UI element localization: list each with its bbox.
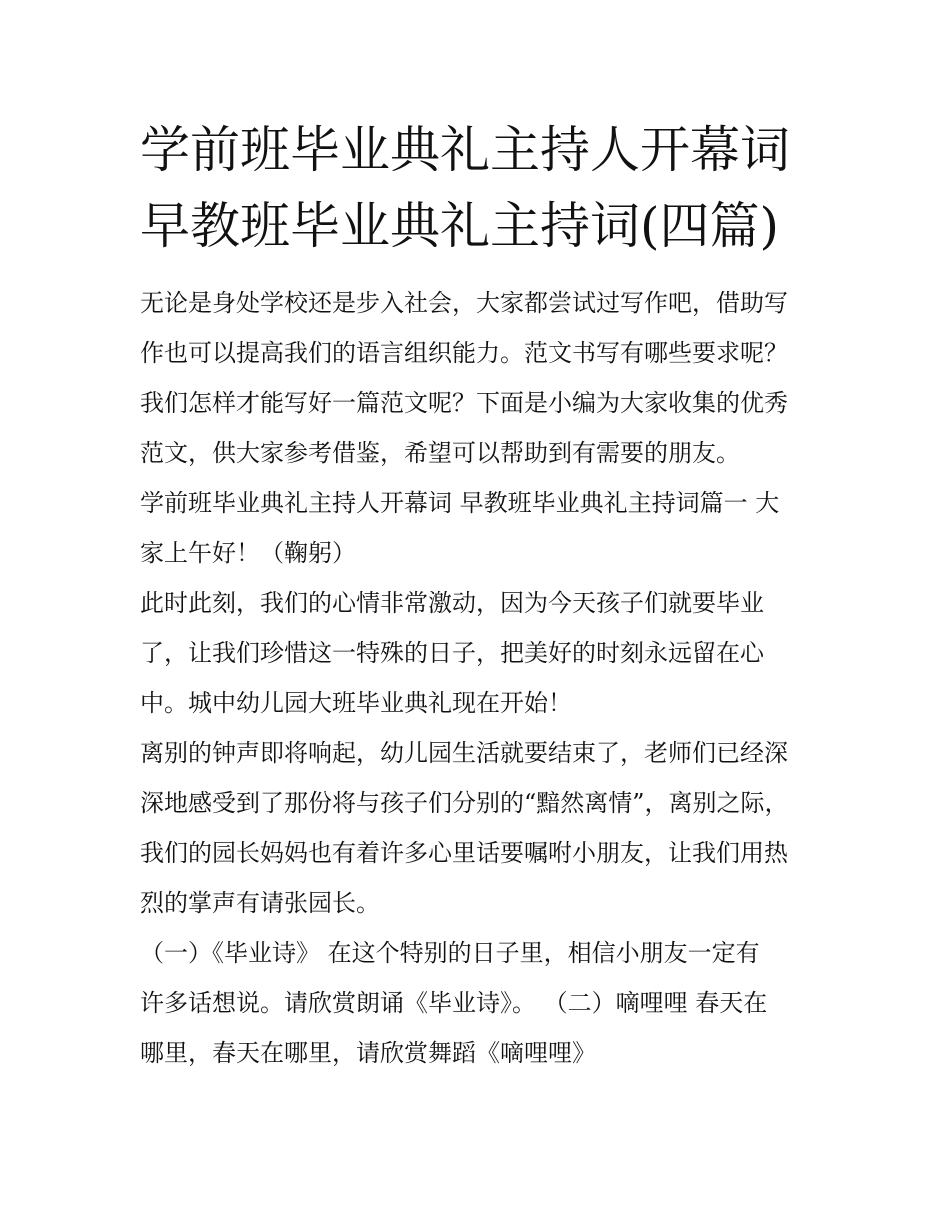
body-line: 作也可以提高我们的语言组织能力。范文书写有哪些要求呢？ [140, 339, 788, 367]
body-line: 我们怎样才能写好一篇范文呢？下面是小编为大家收集的优秀 [140, 389, 788, 417]
title-line-2: 早教班毕业典礼主持词(四篇) [140, 197, 780, 255]
body-line: 家上午好！（鞠躬） [140, 539, 356, 567]
body-line: 许多话想说。请欣赏朗诵《毕业诗》。 （二）嘀哩哩 春天在 [140, 989, 768, 1017]
body-line: 学前班毕业典礼主持人开幕词 早教班毕业典礼主持词篇一 大 [140, 489, 780, 517]
body-line: 无论是身处学校还是步入社会，大家都尝试过写作吧，借助写 [140, 289, 788, 317]
title-line-1: 学前班毕业典礼主持人开幕词 [140, 121, 790, 179]
body-line: 了，让我们珍惜这一特殊的日子，把美好的时刻永远留在心 [140, 639, 764, 667]
body-line: 范文，供大家参考借鉴，希望可以帮助到有需要的朋友。 [140, 439, 740, 467]
body-line: 哪里，春天在哪里，请欣赏舞蹈《嘀哩哩》 [140, 1039, 596, 1067]
document-body [140, 278, 816, 1078]
body-line: （一）《毕业诗》 在这个特别的日子里，相信小朋友一定有 [140, 939, 760, 967]
body-line: 此时此刻，我们的心情非常激动，因为今天孩子们就要毕业 [140, 589, 764, 617]
body-line: 烈的掌声有请张园长。 [140, 889, 380, 917]
body-line: 深地感受到了那份将与孩子们分别的“黯然离情”，离别之际， [140, 789, 789, 817]
document-title [140, 112, 830, 264]
body-line: 离别的钟声即将响起，幼儿园生活就要结束了，老师们已经深 [140, 739, 788, 767]
body-line: 我们的园长妈妈也有着许多心里话要嘱咐小朋友，让我们用热 [140, 839, 788, 867]
body-line: 中。城中幼儿园大班毕业典礼现在开始！ [140, 689, 572, 717]
